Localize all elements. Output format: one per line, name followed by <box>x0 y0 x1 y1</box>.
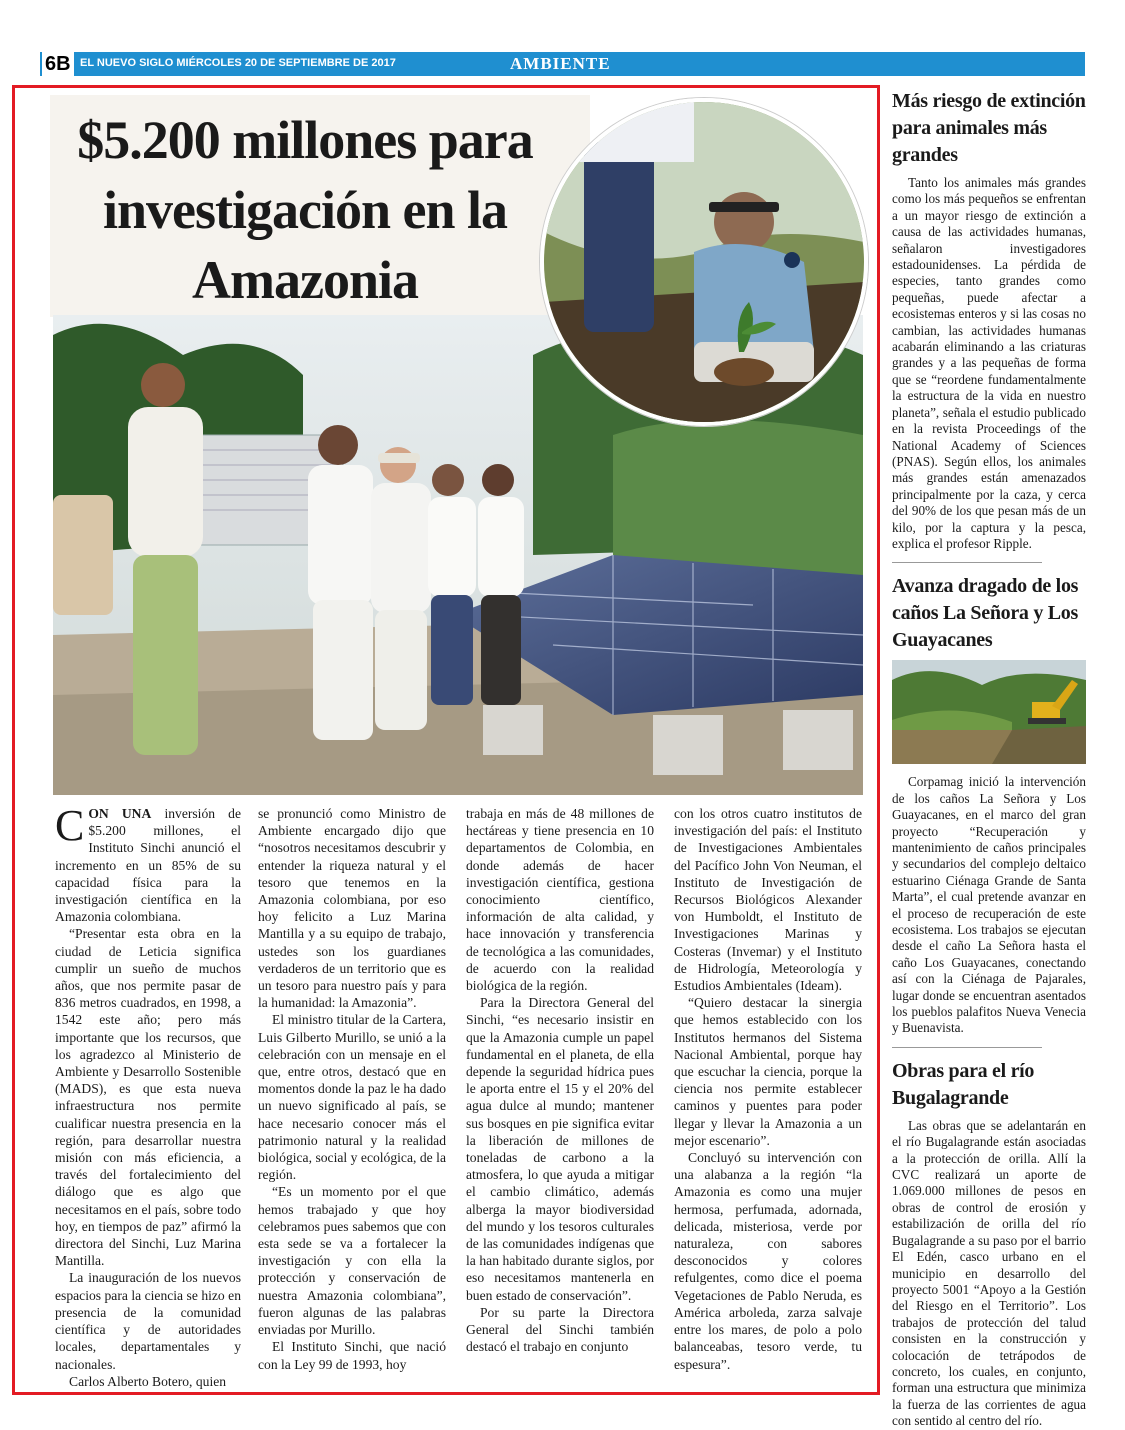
brief-headline: Más riesgo de extinción para animales más grandes <box>892 90 1086 166</box>
article-column-4 <box>674 805 862 1373</box>
paper-date: EL NUEVO SIGLO MIÉRCOLES 20 DE SEPTIEMBRE DE 2017 <box>80 57 396 69</box>
article-column-2 <box>258 805 446 1373</box>
dredging-photo <box>892 660 1086 764</box>
paragraph: El Instituto Sinchi, que nació con la Ley 99 de 1993, hoy <box>258 1339 446 1372</box>
paragraph: inversión de $5.200 millones, el Instituto Sinchi anunció el incremento en un 85% de su capacidad física para la investigación científica en la Amazonia colombiana. <box>55 806 241 925</box>
lead-caps: ON UNA <box>88 806 152 821</box>
paragraph: “Es un momento por el que hemos trabajado y que hoy celebramos pues sabemos que con esta sede se va a fortalecer la investigación y con ella la protección y conservación de nuestra Amazonia colombiana”, fueron algunas de las palabras enviadas por Murillo. <box>258 1184 446 1338</box>
inset-photo-illustration <box>544 102 864 422</box>
section-title: AMBIENTE <box>510 54 611 73</box>
article-headline: $5.200 millones para investigación en la Amazonia <box>77 110 533 310</box>
brief-body: Las obras que se adelantarán en el río Bugalagrande están asociadas a la protección de orilla. Allí la CVC realizará un aporte de 1.069.000 millones de pesos en obras de control de erosión y estabilización de orilla del río Bugalagrande a su paso por el barrio El Edén, casco urbano en el municipio en desarrollo del proyecto 5001 “Apoyo a la Gestión del Riesgo en el Territorio”. Los trabajos de protección del talud consisten en la construcción y colocación de tetrápodos de concreto, los cuales, en conjunto, forman una estructura que minimiza la fuerza de las corrientes de agua con sentido al centro del río. <box>892 1117 1086 1429</box>
header-bar <box>40 52 1085 76</box>
brief-body: Tanto los animales más grandes como los más pequeños se enfrentan a un mayor riesgo de extinción a causa de las actividades humanas, señalaron investigadores estadounidenses. La pérdida de especies, tanto grandes como pequeñas, puede afectar a ecosistemas enteros y si las cosas no cambian, las actividades humanas acabarán eliminando a las criaturas grandes y a las pequeñas de forma que se “reordene fundamentalmente la estructura de la vida en nuestro planeta”, señala el estudio publicado en la revista Proceedings of the National Academy of Sciences (PNAS). Según ellos, los animales más grandes están amenazados principalmente por la caza, y cerca del 90% de los que pesan más de un kilo, por la captura y la pesca, explica el profesor Ripple. <box>892 175 1086 551</box>
paragraph: trabaja en más de 48 millones de hectáreas y tiene presencia en 10 departamentos de Colombia, en donde además de hacer investigación científica, gestiona conocimiento científico, información de alta calidad, y hace innovación y transferencia de tecnológica a las comunidades, de acuerdo con la realidad biológica de la región. <box>466 806 654 994</box>
inset-photo-planting <box>540 98 868 426</box>
dredging-photo-illustration <box>892 660 1086 764</box>
paragraph: Por su parte la Directora General del Sinchi también destacó el trabajo en conjunto <box>466 1304 654 1355</box>
brief-body: Corpamag inició la intervención de los caños La Señora y Los Guayacanes, en el marco del gran proyecto “Recuperación y mantenimiento de caños principales y secundarios del complejo deltaico estuarino Ciénaga Grande de Santa Marta”, el cual pretende avanzar en el proceso de recuperación de este ecosistema. Los trabajos se ejecutan desde el caño La Señora hasta el caño Los Guayacanes, conectando así con la Ciénaga de Pajarales, lugar donde se encuentran asentados los pueblos palafitos Nueva Venecia y Buenavista. <box>892 774 1086 1036</box>
paragraph: con los otros cuatro institutos de investigación del país: el Instituto de Investigaciones Ambientales del Pacífico John Von Neuman, el Instituto de Investigación de Recursos Biológicos Alexander von Humboldt, el Instituto de Investigaciones Marinas y Costeras (Invemar) y el Instituto de Hidrología, Meteorología y Estudios Ambientales (Ideam). <box>674 806 862 994</box>
paragraph: “Quiero destacar la sinergia que hemos establecido con los Institutos hermanos del Sistema Nacional Ambiental, porque hay que escuchar la ciencia, porque la ciencia nos permite establecer caminos y puentes para poder llegar y llevar la Amazonia a un mejor escenario”. <box>674 995 862 1148</box>
article-column-3 <box>466 805 654 1356</box>
article-column-1 <box>55 801 241 1390</box>
page-number: 6B <box>42 52 74 76</box>
paragraph: El ministro titular de la Cartera, Luis Gilberto Murillo, se unió a la celebración con un mensaje en el que, entre otros, destacó que en momentos donde la paz le ha dado un nuevo significado al país, se hace necesario conocer más el patrimonio natural y la realidad biológica, social y ecológica, de la región. <box>258 1012 446 1183</box>
divider <box>892 562 1042 563</box>
drop-cap: C <box>55 801 85 850</box>
paragraph: La inauguración de los nuevos espacios para la ciencia se hizo en presencia de la comunidad científica y de autoridades locales, departamentales y nacionales. <box>55 1270 241 1372</box>
sidebar-briefs <box>892 88 1086 1430</box>
brief-headline: Avanza dragado de los caños La Señora y Los Guayacanes <box>892 575 1079 652</box>
paragraph: Para la Directora General del Sinchi, “es necesario insistir en que la Amazonia cumple un papel fundamental en el planeta, de ella depende la seguridad hídrica pues le aporta entre el 15 y el 20% del agua dulce al mundo; mantener sus bosques en pie significa evitar la liberación de millones de toneladas de carbono a la atmosfera, lo que ayuda a mitigar el cambio climático, además alberga la mayor biodiversidad del mundo y los tesoros culturales de las comunidades indígenas que la han habitado durante siglos, por eso necesitamos mantenerla en buen estado de conservación”. <box>466 995 654 1303</box>
paragraph: se pronunció como Ministro de Ambiente encargado dijo que “nosotros necesitamos descubrir y entender la riqueza natural y el tesoro que tenemos en la Amazonia colombiana, por eso hoy felicito a Luz Marina Mantilla y a su equipo de trabajo, ustedes son los guardianes verdaderos de un territorio que es un tesoro para nuestro país y para la humanidad: la Amazonia”. <box>258 806 446 1011</box>
paragraph: Carlos Alberto Botero, quien <box>69 1373 227 1389</box>
paragraph: “Presentar esta obra en la ciudad de Leticia significa cumplir un sueño de muchos años, que nos permite pasar de 836 metros cuadrados, en 1998, a 1542 este año; pero más importante que los recursos, que los agradezco al Ministerio de Ambiente y Desarrollo Sostenible (MADS), es que esta nueva infraestructura nos permite cualificar nuestra presencia en la región, para desarrollar nuestra misión con más eficiencia, a través del fortalecimiento del diálogo que es algo que necesitamos en el país, sobre todo hoy, en tiempos de paz” afirmó la directora del Sinchi, Luz Marina Mantilla. <box>55 926 241 1269</box>
divider <box>892 1047 1042 1048</box>
paragraph: Concluyó su intervención con una alabanza a la región “la Amazonia es como una mujer hermosa, perfumada, adornada, delicada, misteriosa, verde por naturaleza, con sabores desconocidos y colores refulgentes, como dice el poema Vegetaciones de Pablo Neruda, es América arboleda, zarza salvaje entre los mares, de polo a polo balanceabas, tesoro verde, tu espesura”. <box>674 1150 862 1372</box>
brief-headline: Obras para el río Bugalagrande <box>892 1059 1035 1109</box>
